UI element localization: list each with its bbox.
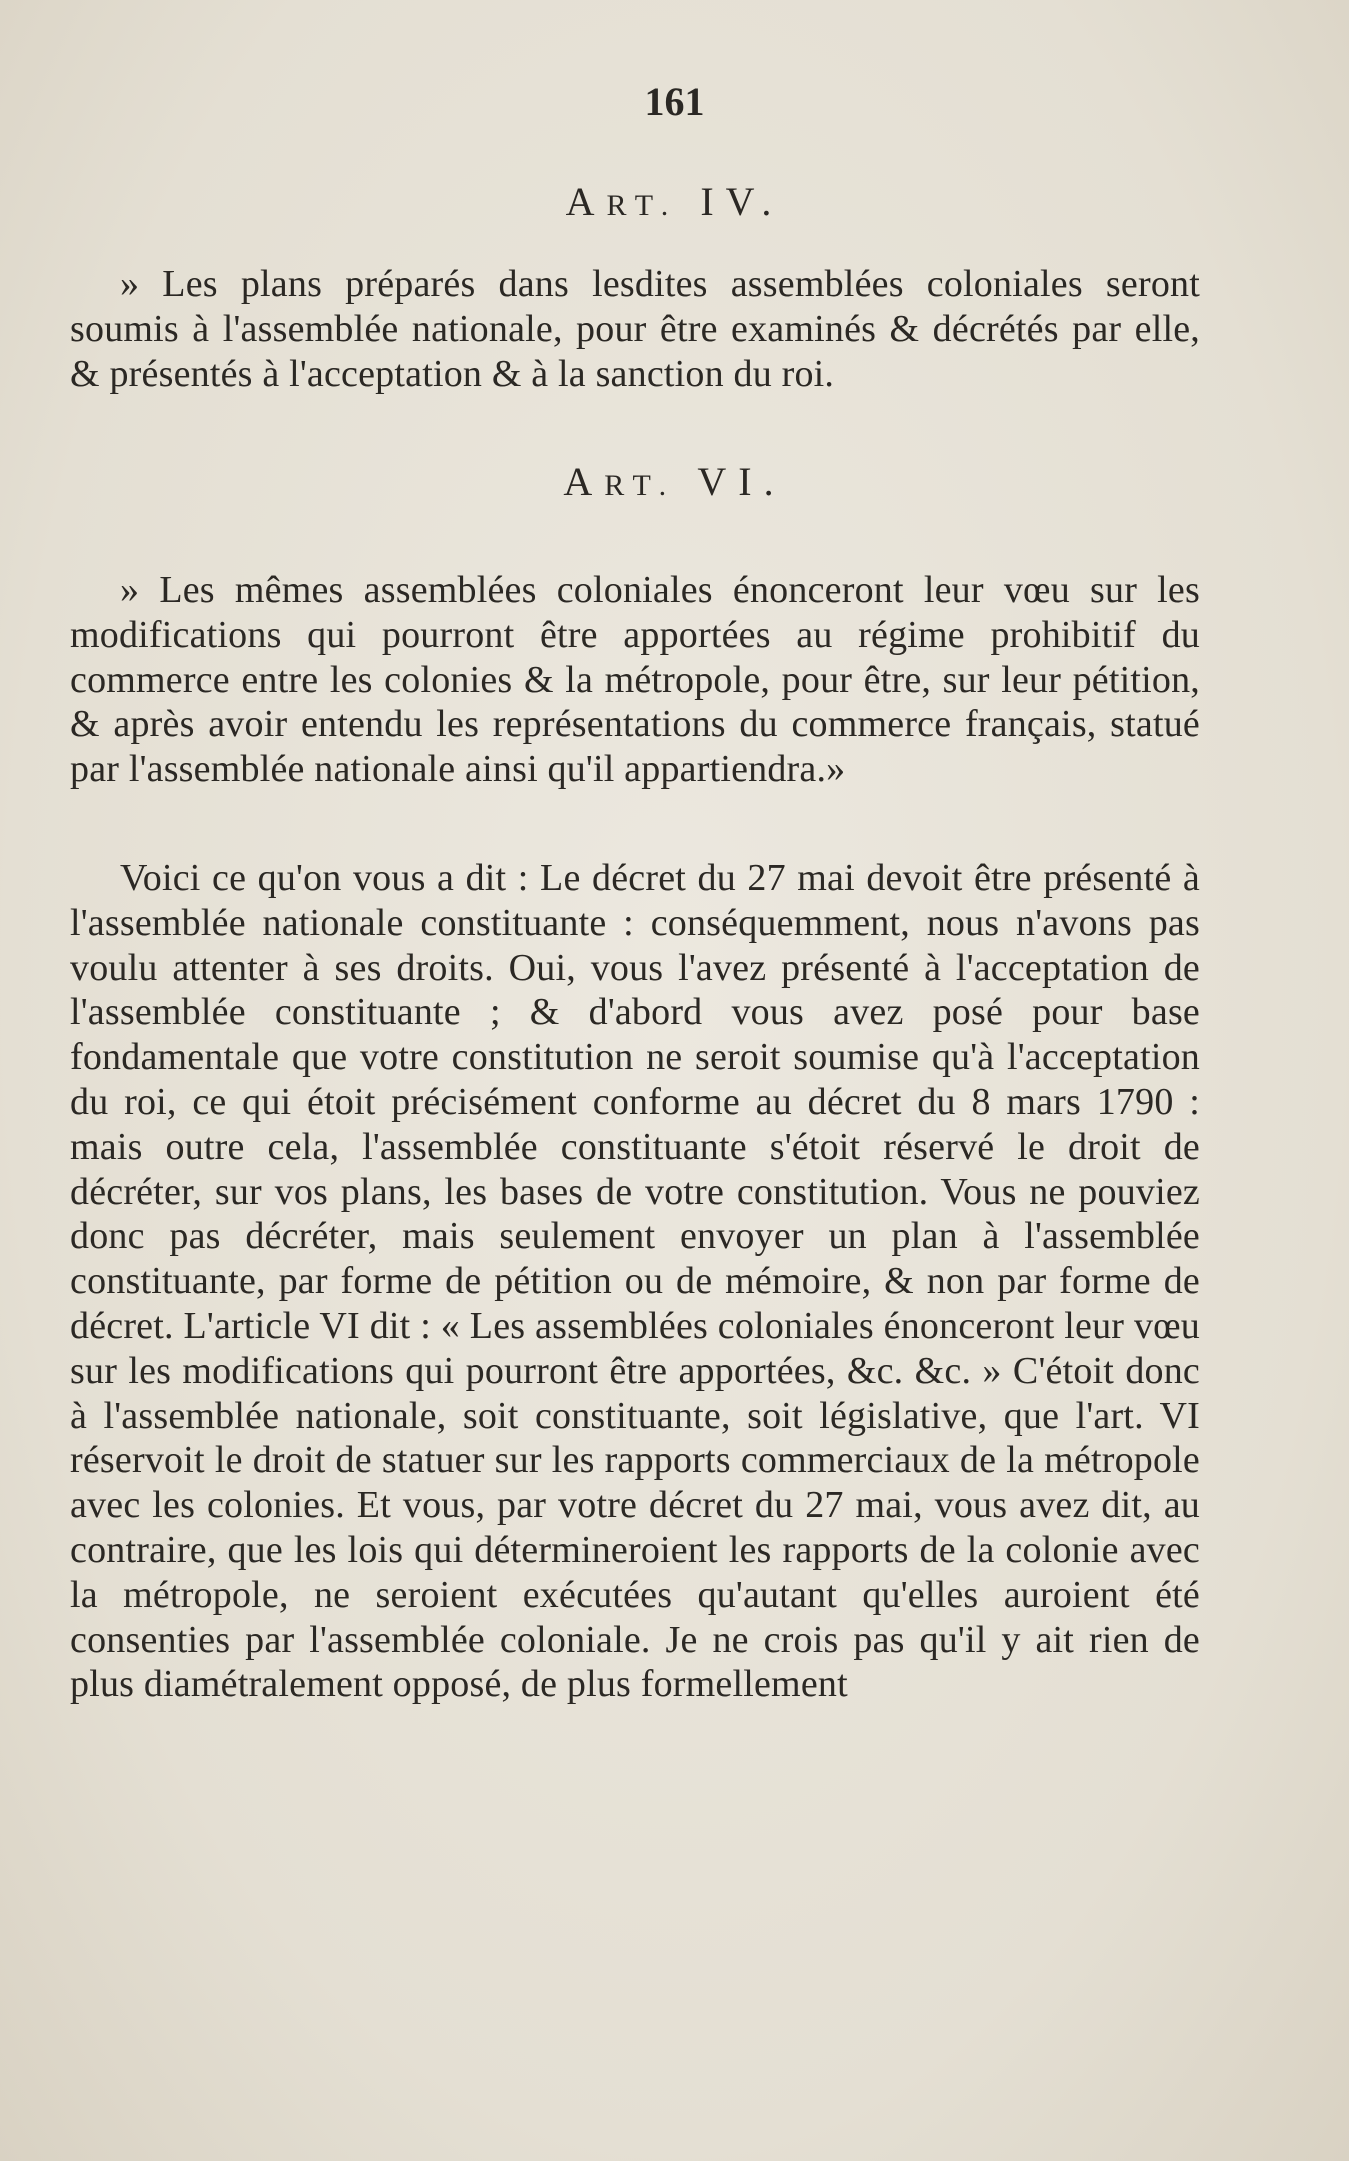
page-number: 161 — [644, 79, 705, 124]
article-vi-heading-initial: A — [563, 459, 605, 504]
article-iv-text-block — [70, 262, 1200, 396]
body-paragraph: Voici ce qu'on vous a dit : Le décret du 27 mai devoit être présenté à l'assemblée nationale constituante : conséquemment, nous n'avons pas voulu attenter à ses droits. Oui, vous l'avez présenté à l'acceptation de l'assemblée constituante ; & d'abord vous avez posé pour base fondamentale que votre constitution ne seroit soumise qu'à l'acceptation du roi, ce qui étoit précisément conforme au décret du 8 mars 1790 : mais outre cela, l'assemblée constituante s'étoit réservé le droit de décréter, sur vos plans, les bases de votre constitution. Vous ne pouviez donc pas décréter, mais seulement envoyer un plan à l'assemblée constituante, par forme de pétition ou de mémoire, & non par forme de décret. L'article VI dit : « Les assemblées coloniales énonceront leur vœu sur les modifications qui pourront être apportées, &c. &c. » C'étoit donc à l'assemblée nationale, soit constituante, soit législative, que l'art. VI réservoit le droit de statuer sur les rapports commerciaux de la métropole avec les colonies. Et vous, par votre décret du 27 mai, vous avez dit, au contraire, que les lois qui détermineroient les rapports de la colonie avec la métropole, ne seroient exécutées qu'autant qu'elles auroient été consenties par l'assemblée coloniale. Je ne crois pas qu'il y ait rien de plus diamétralement opposé, de plus formellement — [70, 857, 1200, 1706]
article-vi-text: » Les mêmes assemblées coloniales énonceront leur vœu sur les modifications qui pourront être apportées au régime prohibitif du commerce entre les colonies & la métropole, pour être, sur leur pétition, & après avoir entendu les représentations du commerce français, statué par l'assemblée nationale ainsi qu'il appartiendra.» — [70, 569, 1200, 791]
article-vi-heading-rest: RT. — [604, 469, 677, 502]
article-vi-heading-number: VI. — [697, 459, 786, 504]
article-vi-heading — [0, 458, 1349, 505]
article-iv-heading-initial: A — [565, 179, 607, 224]
article-iv-text: » Les plans préparés dans lesdites assemblées coloniales seront soumis à l'assemblée nationale, pour être examinés & décrétés par elle, & présentés à l'acceptation & à la sanction du roi. — [70, 263, 1200, 395]
article-iv-heading-number: IV. — [700, 179, 784, 224]
body-text-block — [70, 856, 1200, 1707]
article-iv-heading — [0, 178, 1349, 225]
article-iv-heading-rest: RT. — [606, 189, 679, 222]
article-vi-text-block — [70, 568, 1200, 792]
